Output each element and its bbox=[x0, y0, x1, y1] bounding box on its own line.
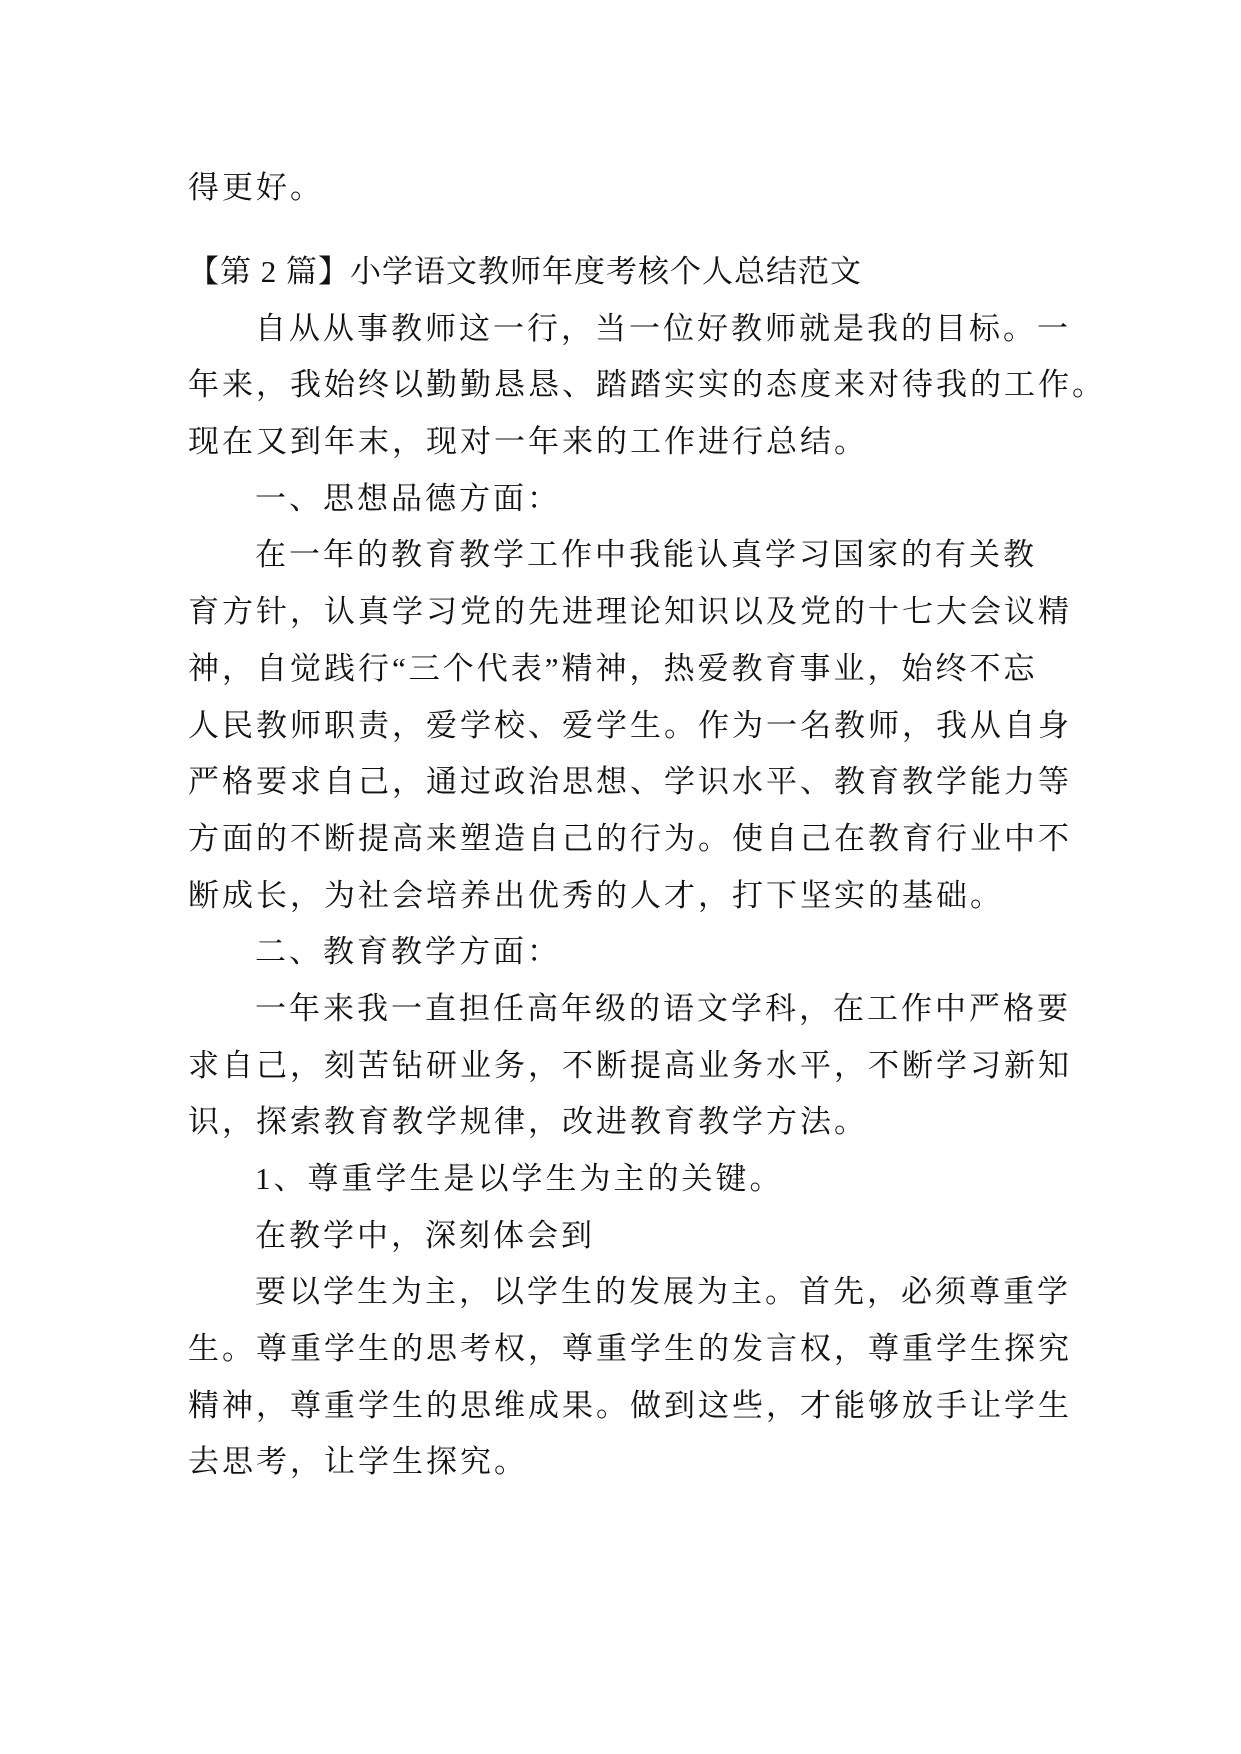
text-line: 自从从事教师这一行，当一位好教师就是我的目标。一 bbox=[255, 310, 1071, 346]
text-line: 一、思想品德方面： bbox=[255, 480, 561, 516]
text-line: 神，自觉践行“三个代表”精神，热爱教育事业，始终不忘 bbox=[188, 650, 1038, 686]
text-line: 一年来我一直担任高年级的语文学科，在工作中严格要 bbox=[255, 990, 1071, 1026]
text-line: 二、教育教学方面： bbox=[255, 934, 561, 970]
article-heading: 【第 2 篇】小学语文教师年度考核个人总结范文 bbox=[188, 254, 862, 289]
text-line: 去思考，让学生探究。 bbox=[188, 1444, 528, 1480]
text-line: 1、尊重学生是以学生为主的关键。 bbox=[255, 1161, 784, 1196]
previous-article-tail bbox=[188, 160, 1050, 217]
text-line: 精神，尊重学生的思维成果。做到这些，才能够放手让学生 bbox=[188, 1387, 1072, 1423]
text-line: 育方针，认真学习党的先进理论知识以及党的十七大会议精 bbox=[188, 594, 1072, 630]
article-body bbox=[188, 244, 1106, 1491]
text-line: 人民教师职责，爱学校、爱学生。作为一名教师，我从自身 bbox=[188, 707, 1072, 743]
text-line: 现在又到年末，现对一年来的工作进行总结。 bbox=[188, 424, 868, 460]
text-line: 在教学中，深刻体会到 bbox=[255, 1217, 595, 1253]
text-line: 得更好。 bbox=[188, 170, 324, 205]
text-line: 在一年的教育教学工作中我能认真学习国家的有关教 bbox=[255, 537, 1037, 573]
text-line: 生。尊重学生的思考权，尊重学生的发言权，尊重学生探究 bbox=[188, 1331, 1072, 1367]
text-line: 求自己，刻苦钻研业务，不断提高业务水平，不断学习新知 bbox=[188, 1047, 1072, 1083]
text-line: 方面的不断提高来塑造自己的行为。使自己在教育行业中不 bbox=[188, 820, 1072, 856]
text-line: 严格要求自己，通过政治思想、学识水平、教育教学能力等 bbox=[188, 764, 1072, 800]
text-line: 年来，我始终以勤勤恳恳、踏踏实实的态度来对待我的工作。 bbox=[188, 367, 1106, 403]
text-line: 断成长，为社会培养出优秀的人才，打下坚实的基础。 bbox=[188, 877, 1004, 913]
article-paragraphs bbox=[188, 301, 1106, 1491]
text-line: 识，探索教育教学规律，改进教育教学方法。 bbox=[188, 1104, 868, 1140]
text-line: 要以学生为主，以学生的发展为主。首先，必须尊重学 bbox=[255, 1274, 1071, 1310]
